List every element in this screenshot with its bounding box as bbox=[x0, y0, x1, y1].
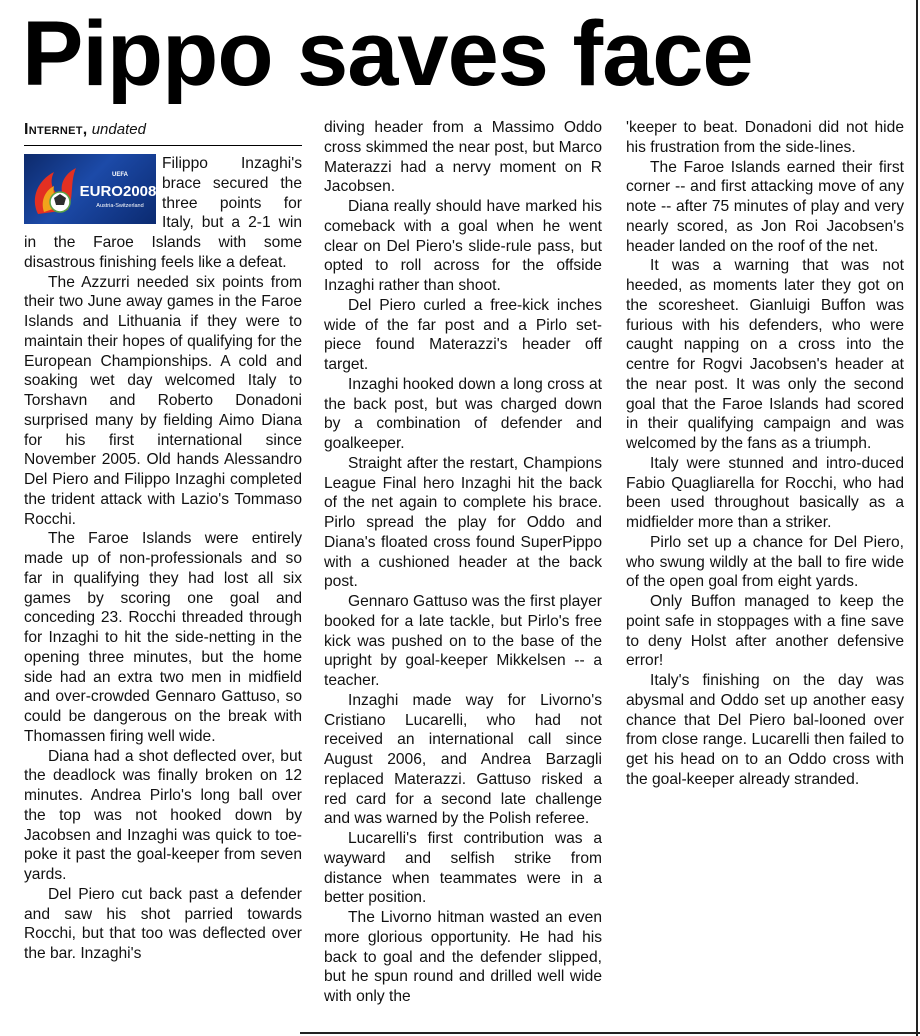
paragraph: Straight after the restart, Champions League Final hero Inzaghi hit the back of the net again to complete his brace. Pirlo spread the play for Oddo and Diana's floated cross found SuperPippo with a cushioned header at the back post. bbox=[324, 454, 602, 591]
column-1 bbox=[24, 118, 302, 964]
logo-euro-text: EURO2008 bbox=[79, 183, 156, 200]
bottom-border-rule bbox=[300, 1032, 920, 1034]
paragraph: Only Buffon managed to keep the point safe in stoppages with a fine save to deny Holst after another defensive error! bbox=[626, 593, 904, 670]
paragraph: Pirlo set up a chance for Del Piero, who swung wildly at the ball to fire wide of the open goal from eight yards. bbox=[626, 533, 904, 591]
paragraph: Diana had a shot deflected over, but the deadlock was finally broken on 12 minutes. Andrea Pirlo's long ball over the top was not hooked down by Jacobsen and Inzaghi was quick to toe-poke it past the goal-keeper from seven yards. bbox=[24, 747, 302, 883]
headline: Pippo saves face bbox=[22, 3, 753, 105]
paragraph: Filippo Inzaghi's brace secured the three points for Italy, but a 2-1 win in the Faroe Islands with some disastrous finishing feels like a defeat. bbox=[24, 155, 302, 271]
dateline-source: Internet, bbox=[24, 121, 88, 138]
euro-2008-logo bbox=[24, 154, 156, 224]
paragraph: Del Piero curled a free-kick inches wide of the far post and a Pirlo set-piece found Materazzi's header off target. bbox=[324, 296, 602, 373]
column-3 bbox=[626, 118, 904, 790]
paragraph: diving header from a Massimo Oddo cross skimmed the near post, but Marco Materazzi had a nervy moment on R Jacobsen. bbox=[324, 119, 602, 196]
paragraph: Gennaro Gattuso was the first player booked for a late tackle, but Pirlo's free kick was pushed on to the base of the upright by goal-keeper Mikkelsen -- a teacher. bbox=[324, 593, 602, 689]
logo-host-text: Austria-Switzerland bbox=[96, 203, 144, 209]
right-border-rule bbox=[916, 0, 918, 1036]
paragraph: Lucarelli's first contribution was a wayward and selfish strike from distance when teammates were in a better position. bbox=[324, 830, 602, 907]
paragraph: Diana really should have marked his comeback with a goal when he went clear on Del Piero's slide-rule pass, but opted to roll across for the offside Inzaghi rather than shoot. bbox=[324, 198, 602, 294]
paragraph: Italy were stunned and intro-duced Fabio Quagliarella for Rocchi, who had been used throughout basically as a midfielder more than a striker. bbox=[626, 454, 904, 531]
dateline-date: undated bbox=[91, 121, 146, 138]
paragraph: Del Piero cut back past a defender and saw his shot parried towards Rocchi, but that too was deflected over the bar. Inzaghi's bbox=[24, 885, 302, 962]
paragraph: The Faroe Islands were entirely made up of non-professionals and so far in qualifying they had lost all six games by scoring one goal and conceding 23. Rocchi threaded through for Inzaghi to hit the side-netting in the opening three minutes, but the home side had an extra two men in midfield and over-crowded Gennaro Gattuso, so could be dangerous on the break with Thomassen firing well wide. bbox=[24, 530, 302, 745]
paragraph: The Faroe Islands earned their first corner -- and first attacking move of any note -- after 75 minutes of play and very nearly scored, as Jon Roi Jacobsen's header landed on the roof of the net. bbox=[626, 158, 904, 255]
column-2 bbox=[324, 118, 602, 1007]
paragraph: Inzaghi made way for Livorno's Cristiano Lucarelli, who had not received an international call since August 2006, and Andrea Barzagli replaced Materazzi. Gattuso risked a red card for a second late challenge and was warned by the Polish referee. bbox=[324, 691, 602, 828]
paragraph: 'keeper to beat. Donadoni did not hide his frustration from the side-lines. bbox=[626, 119, 904, 156]
paragraph: The Azzurri needed six points from their two June away games in the Faroe Islands and Lithuania if they were to maintain their hopes of qualifying for the European Championships. A cold and soaking wet day welcomed Italy to Torshavn and Roberto Donadoni surprised many by fielding Aimo Diana for his first international since November 2005. Old hands Alessandro Del Piero and Filippo Inzaghi completed the trident attack with Lazio's Tommaso Rocchi. bbox=[24, 273, 302, 528]
dateline bbox=[24, 120, 302, 146]
paragraph: Inzaghi hooked down a long cross at the back post, but was charged down by a combination of defender and goalkeeper. bbox=[324, 375, 602, 452]
paragraph: It was a warning that was not heeded, as moments later they got on the scoresheet. Gianluigi Buffon was furious with his defenders, who were caught napping on a cross into the centre for Rogvi Jacobsen's header at the near post. It was only the second goal that the Faroe Islands had scored in their qualifying campaign and was welcomed by the fans as a triumph. bbox=[626, 257, 904, 452]
logo-uefa-text: UEFA bbox=[111, 172, 129, 178]
paragraph: The Livorno hitman wasted an even more glorious opportunity. He had his back to goal and the defender slipped, but he spun round and drilled well wide with only the bbox=[324, 909, 602, 1005]
paragraph: Italy's finishing on the day was abysmal and Oddo set up another easy chance that Del Piero bal-looned over from close range. Lucarelli then failed to get his head on to an Oddo cross with the goal-keeper already stranded. bbox=[626, 672, 904, 788]
